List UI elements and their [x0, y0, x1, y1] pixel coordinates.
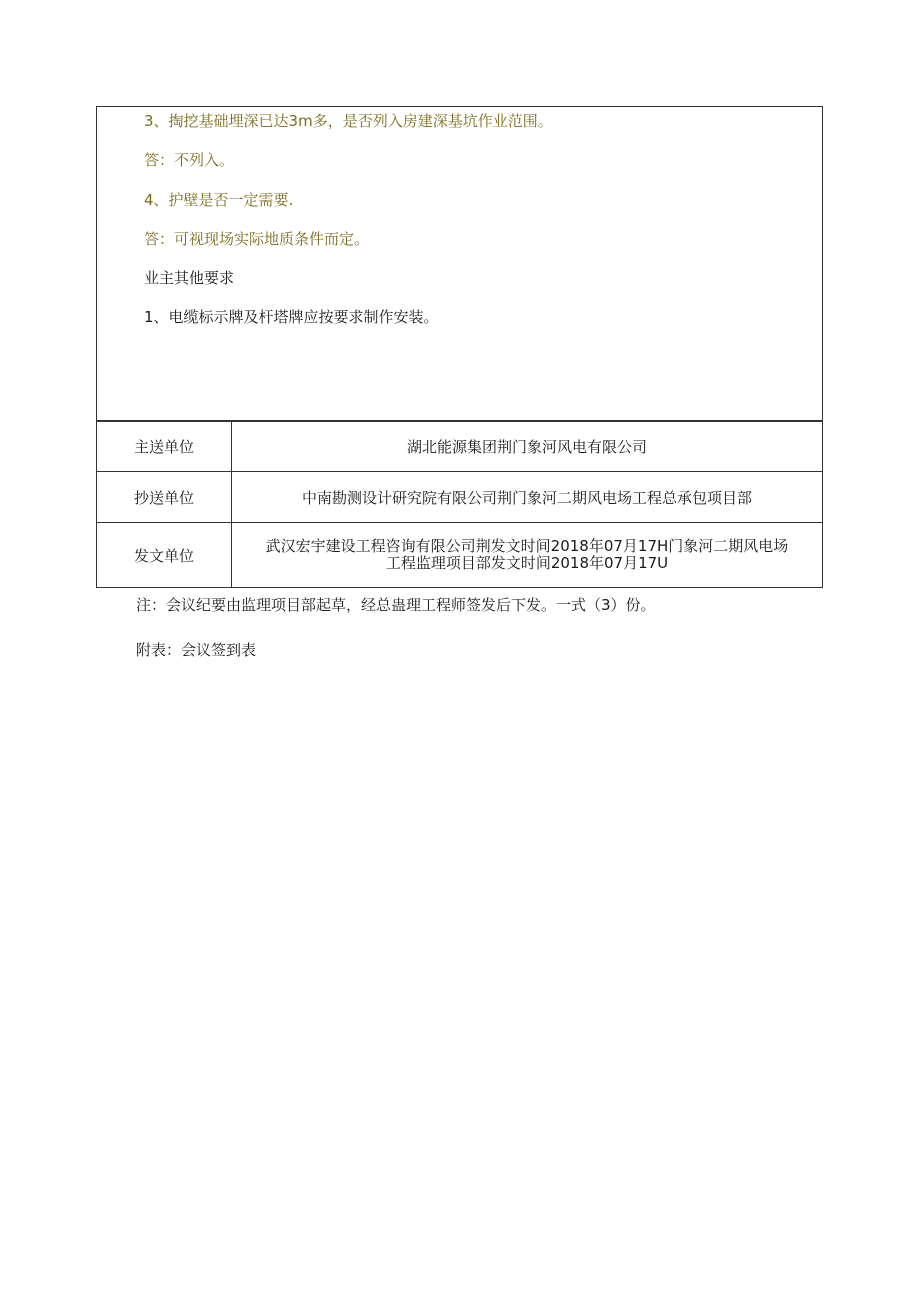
main-recipient-label: 主送单位	[97, 422, 232, 472]
question-3: 3、掏挖基础埋深已达3m多，是否列入房建深基坑作业范围。	[144, 112, 553, 130]
issuer-value-text	[260, 538, 795, 572]
table-row	[97, 472, 823, 523]
table-row	[97, 523, 823, 588]
answer-3: 答：不列入。	[144, 151, 235, 169]
footer-note: 注：会议纪要由监理项目部起草，经总蛊理工程师签发后下发。一式（3）份。	[136, 596, 656, 614]
question-4: 4、护壁是否一定需要.	[144, 191, 294, 209]
table-row	[97, 422, 823, 472]
attachment-note: 附表：会议签到表	[136, 641, 257, 659]
issuer-label: 发文单位	[97, 523, 232, 588]
owner-requirements-heading: 业主其他要求	[144, 269, 235, 287]
cc-label: 抄送单位	[97, 472, 232, 523]
distribution-table	[96, 421, 823, 588]
issuer-value-line2: 工程监理项目部发文时间2018年07月17U	[385, 554, 669, 572]
main-recipient-value: 湖北能源集团荆门象河风电有限公司	[232, 422, 823, 472]
issuer-value	[232, 523, 823, 588]
issuer-value-line1: 武汉宏宇建设工程咨询有限公司荆发文时间2018年07月17H门象河二期风电场	[265, 537, 789, 555]
answer-4: 答：可视现场实际地质条件而定。	[144, 230, 370, 248]
owner-requirement-1: 1、电缆标示牌及杆塔牌应按要求制作安装。	[144, 308, 439, 326]
cc-value: 中南勘测设计研究院有限公司荆门象河二期风电场工程总承包项目部	[232, 472, 823, 523]
